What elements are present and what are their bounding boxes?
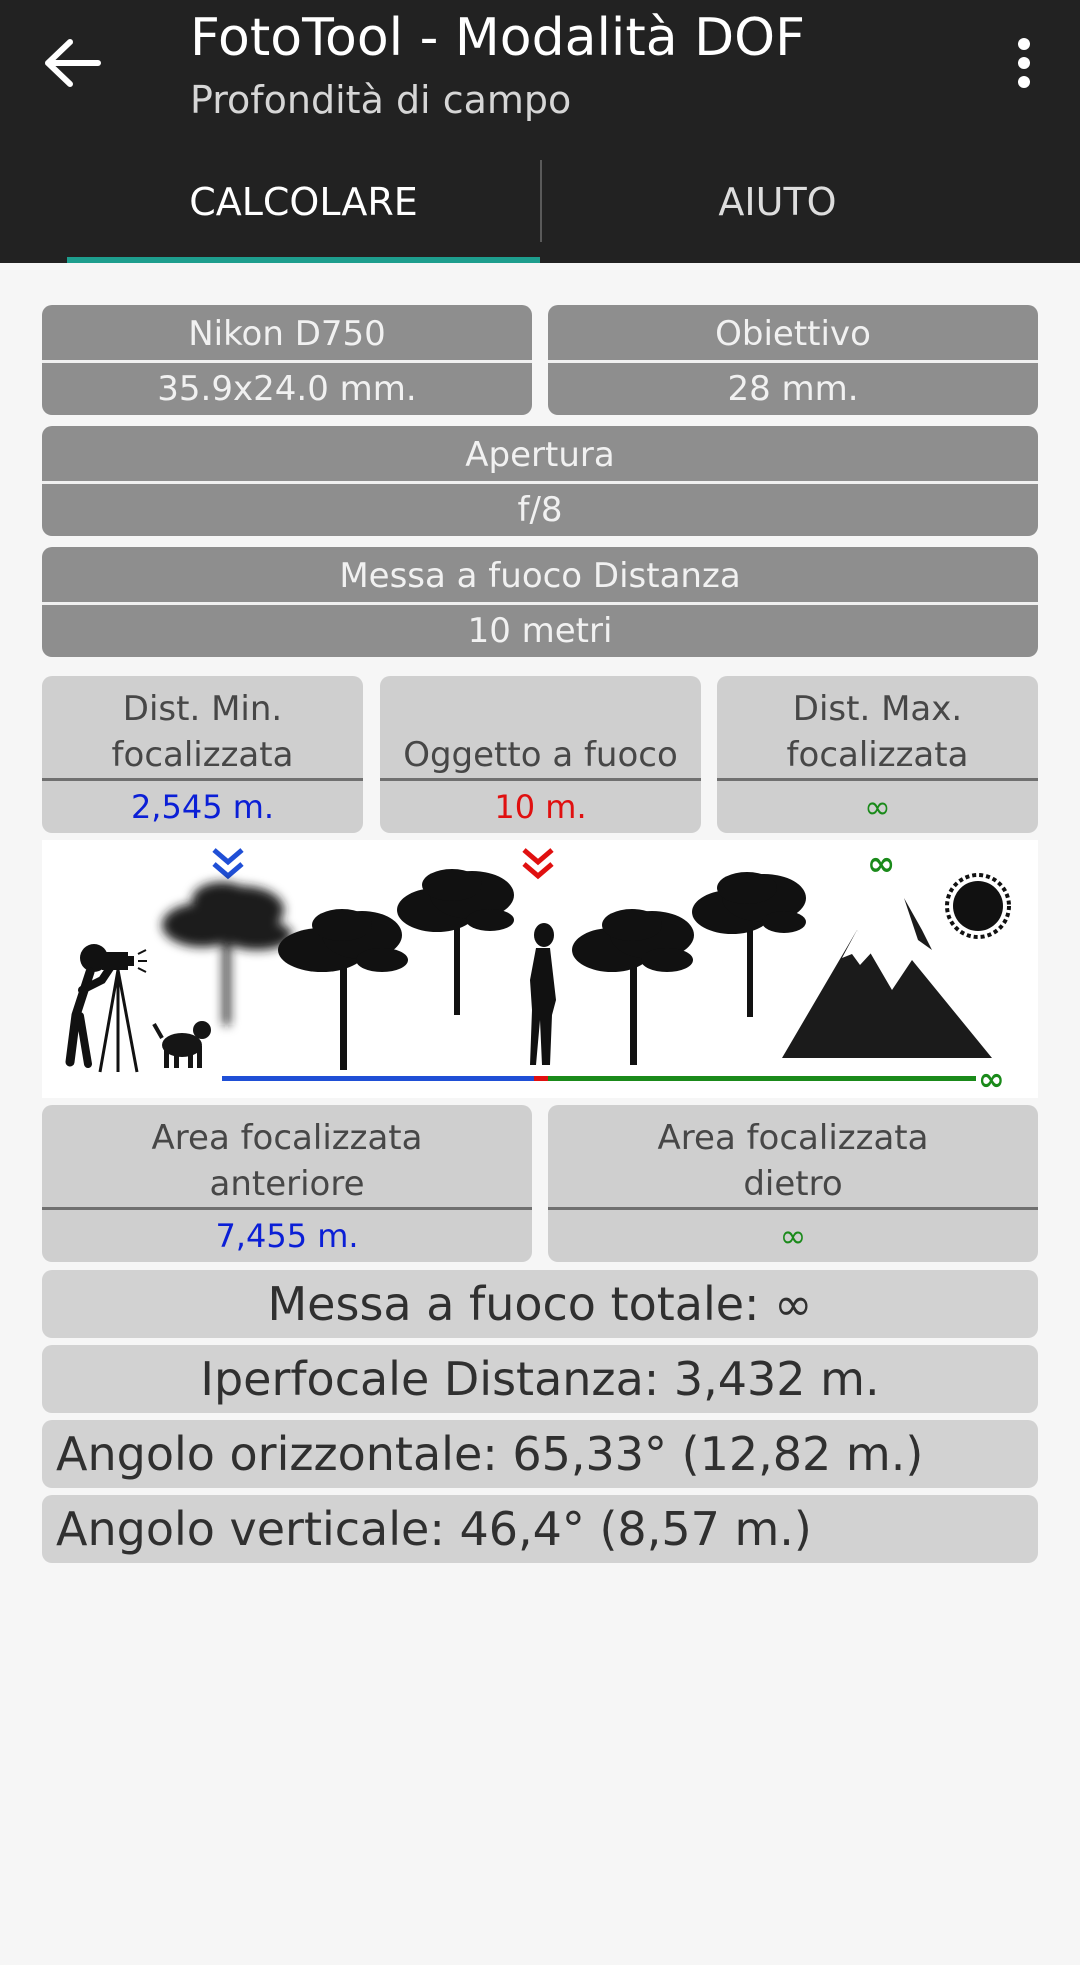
photographer-icon [70,944,147,1072]
back-focus-bar [548,1076,976,1081]
tab-calcolare[interactable]: CALCOLARE [189,180,418,224]
tab-aiuto[interactable]: AIUTO [718,180,837,224]
subject-card [380,676,701,833]
focus-distance-value: 10 metri [467,611,613,651]
back-area-card [548,1105,1038,1262]
near-focus-label-1: Dist. Min. [122,689,283,729]
far-focus-label-2: focalizzata [786,735,969,775]
hyperfocal-row: Iperfocale Distanza: 3,432 m. [42,1345,1038,1413]
sun-icon [947,875,1009,937]
focus-distance-label: Messa a fuoco Distanza [339,556,741,596]
camera-name: Nikon D750 [188,314,386,354]
back-area-label-2: dietro [743,1164,843,1204]
aperture-selector[interactable] [42,426,1038,536]
camera-sensor: 35.9x24.0 mm. [157,369,417,409]
depth-of-field-illustration [42,840,1038,1098]
near-focus-card [42,676,363,833]
lens-selector[interactable] [548,305,1038,415]
tree-icon [278,909,408,1070]
title-block [190,6,805,126]
front-focus-bar [222,1076,534,1081]
subject-value: 10 m. [494,788,587,826]
tree-icon [572,909,694,1065]
tree-icon [397,869,514,1015]
aperture-value: f/8 [517,490,563,530]
camera-selector[interactable] [42,305,532,415]
subject-label: Oggetto a fuoco [403,735,678,775]
back-arrow-icon[interactable] [42,38,106,88]
aperture-label: Apertura [465,435,615,475]
tree-icon [692,872,806,1017]
dog-icon [154,1021,211,1068]
focus-distance-selector[interactable] [42,547,1038,657]
total-focus-row: Messa a fuoco totale: ∞ [42,1270,1038,1338]
front-area-label-2: anteriore [209,1164,365,1204]
near-marker-icon [214,850,242,876]
horizontal-angle-row: Angolo orizzontale: 65,33° (12,82 m.) [42,1420,1038,1488]
tab-indicator [67,257,540,263]
lens-value: 28 mm. [727,369,859,409]
far-focus-label-1: Dist. Max. [792,689,963,729]
subject-focus-bar [534,1076,548,1081]
front-area-value: 7,455 m. [215,1217,359,1255]
lens-label: Obiettivo [715,314,871,354]
near-tree-icon [162,882,292,1025]
infinity-end-label: ∞ [978,1060,1005,1098]
app-bar [0,0,1080,263]
back-area-label-1: Area focalizzata [657,1118,929,1158]
tab-bar [0,150,1080,263]
subject-marker-icon [524,850,552,876]
app-title: FotoTool - Modalità DOF [190,8,806,68]
front-area-label-1: Area focalizzata [151,1118,423,1158]
far-focus-value: ∞ [864,788,891,826]
vertical-angle-row: Angolo verticale: 46,4° (8,57 m.) [42,1495,1038,1563]
near-focus-value: 2,545 m. [130,788,275,826]
near-focus-label-2: focalizzata [111,735,294,775]
front-area-card [42,1105,532,1262]
far-focus-card [717,676,1038,833]
person-icon [530,923,556,1065]
far-marker-label: ∞ [867,844,896,884]
app-subtitle: Profondità di campo [190,78,572,122]
more-options-icon[interactable] [1006,36,1042,90]
back-area-value: ∞ [779,1217,807,1255]
